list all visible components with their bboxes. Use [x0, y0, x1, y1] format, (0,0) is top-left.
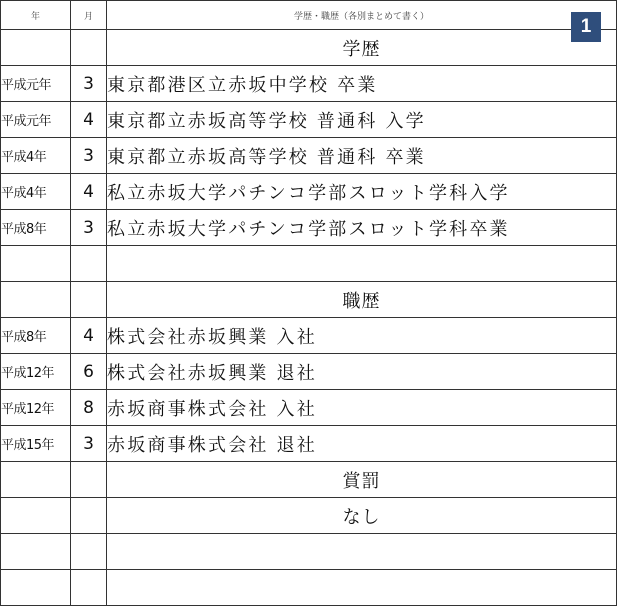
- row-year: [1, 246, 71, 282]
- row-month: [71, 246, 107, 282]
- row-month: 4: [71, 318, 107, 354]
- row-year: [1, 282, 71, 318]
- table-row: [1, 318, 617, 354]
- row-month: [71, 462, 107, 498]
- row-description: 赤坂商事株式会社 退社: [107, 426, 617, 462]
- row-description: 株式会社赤坂興業 入社: [107, 318, 617, 354]
- row-month: 8: [71, 390, 107, 426]
- row-year: 平成12年: [1, 390, 71, 426]
- table-row: [1, 534, 617, 570]
- row-year: [1, 30, 71, 66]
- table-row: [1, 66, 617, 102]
- row-description: [107, 534, 617, 570]
- history-rows: [1, 30, 617, 606]
- description-column-header: 学歴・職歴（各別まとめて書く）: [107, 1, 617, 30]
- row-description: 東京都立赤坂高等学校 普通科 卒業: [107, 138, 617, 174]
- row-year: 平成4年: [1, 174, 71, 210]
- row-month: 3: [71, 426, 107, 462]
- row-month: [71, 282, 107, 318]
- row-month: 4: [71, 102, 107, 138]
- row-year: 平成8年: [1, 318, 71, 354]
- section-heading: 職歴: [107, 282, 617, 318]
- row-month: [71, 570, 107, 606]
- row-description: 東京都港区立赤坂中学校 卒業: [107, 66, 617, 102]
- table-row: [1, 570, 617, 606]
- section-heading: なし: [107, 498, 617, 534]
- row-year: 平成4年: [1, 138, 71, 174]
- row-description: 東京都立赤坂高等学校 普通科 入学: [107, 102, 617, 138]
- row-year: 平成元年: [1, 102, 71, 138]
- year-column-header: 年: [1, 1, 71, 30]
- row-month: 3: [71, 138, 107, 174]
- table-row: [1, 354, 617, 390]
- section-heading: 賞罰: [107, 462, 617, 498]
- row-month: 3: [71, 210, 107, 246]
- table-row: [1, 426, 617, 462]
- row-year: 平成元年: [1, 66, 71, 102]
- row-description: 私立赤坂大学パチンコ学部スロット学科卒業: [107, 210, 617, 246]
- row-description: 私立赤坂大学パチンコ学部スロット学科入学: [107, 174, 617, 210]
- section-heading: 学歴: [107, 30, 617, 66]
- table-row: [1, 498, 617, 534]
- month-column-header: 月: [71, 1, 107, 30]
- row-year: 平成12年: [1, 354, 71, 390]
- row-year: [1, 570, 71, 606]
- row-month: [71, 534, 107, 570]
- header-row: [1, 1, 617, 30]
- table-row: [1, 390, 617, 426]
- row-year: [1, 534, 71, 570]
- row-year: [1, 462, 71, 498]
- row-description: [107, 570, 617, 606]
- row-description: [107, 246, 617, 282]
- row-year: [1, 498, 71, 534]
- table-row: [1, 462, 617, 498]
- row-month: [71, 498, 107, 534]
- row-description: 赤坂商事株式会社 入社: [107, 390, 617, 426]
- row-month: 3: [71, 66, 107, 102]
- row-month: 6: [71, 354, 107, 390]
- row-month: 4: [71, 174, 107, 210]
- table-row: [1, 210, 617, 246]
- table-row: [1, 246, 617, 282]
- table-row: [1, 102, 617, 138]
- table-row: [1, 30, 617, 66]
- row-month: [71, 30, 107, 66]
- table-row: [1, 282, 617, 318]
- table-row: [1, 174, 617, 210]
- row-description: 株式会社赤坂興業 退社: [107, 354, 617, 390]
- row-year: 平成8年: [1, 210, 71, 246]
- step-number-badge: 1: [571, 12, 601, 42]
- row-year: 平成15年: [1, 426, 71, 462]
- table-row: [1, 138, 617, 174]
